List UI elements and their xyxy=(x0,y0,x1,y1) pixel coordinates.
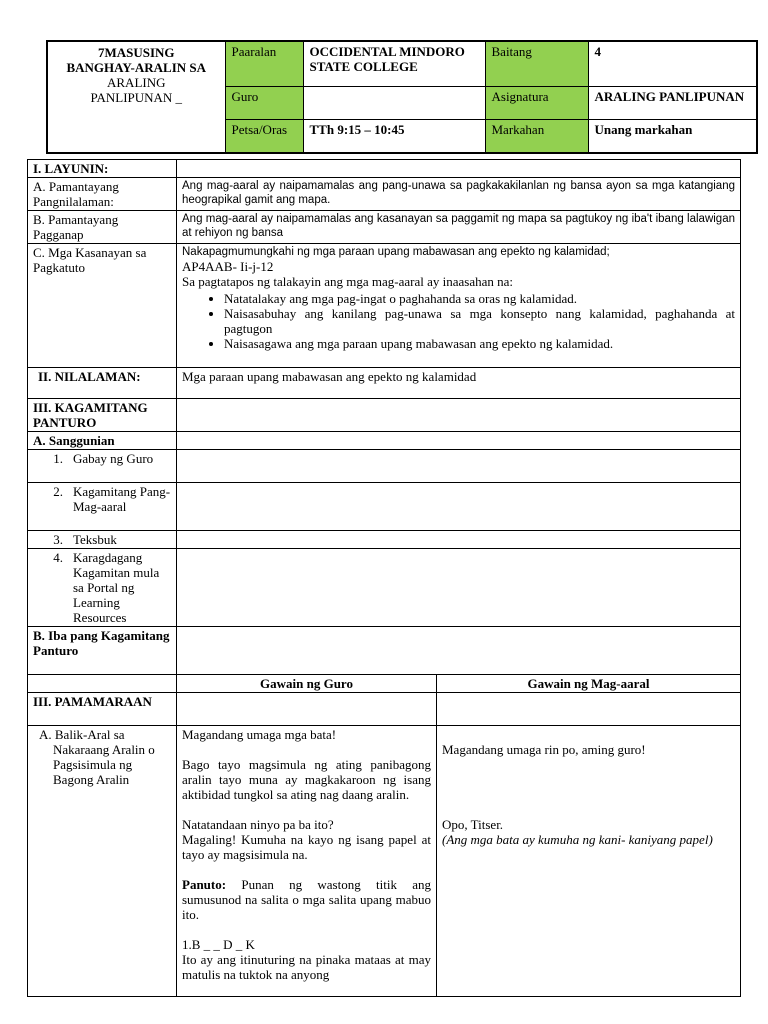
ref-label: Teksbuk xyxy=(73,532,117,547)
balik-aral-label: A. Balik-Aral sa Nakaraang Aralin o Pagsisimula ng Bagong Aralin xyxy=(39,727,155,787)
ref-num: 1. xyxy=(53,451,63,466)
guro-question: Natatandaan ninyo pa ba ito? xyxy=(182,817,334,832)
plan-title-line2: BANGHAY-ARALIN SA xyxy=(66,60,207,75)
pangnilalaman-value: Ang mag-aaral ay naipamamalas ang pang-unawa sa pagkakakilanlan ng bansa ayon sa mga katangiang heograpikal gamit ang mapa. xyxy=(177,178,741,211)
asignatura-value: ARALING PANLIPUNAN xyxy=(588,87,757,120)
ref-num: 4. xyxy=(53,550,63,565)
kasanayan-intro: Sa pagtatapos ng talakayin ang mga mag-aaral ay inaasahan na: xyxy=(182,274,514,289)
sanggunian-empty xyxy=(177,432,741,450)
iba-pa-label: B. Iba pang Kagamitang Panturo xyxy=(28,627,177,675)
guro-instruction: Magaling! Kumuha na kayo ng isang papel at tayo ay magsisimula na. xyxy=(182,832,431,862)
quiz-item: 1.B _ _ D _ K xyxy=(182,937,255,952)
layunin-empty xyxy=(177,160,741,178)
kagamitan-heading: III. KAGAMITANG PANTURO xyxy=(28,399,177,432)
objective-item: • Naisasagawa ang mga paraan upang mabawasan ang epekto ng kalamidad. xyxy=(224,336,735,351)
pamamaraan-heading: III. PAMAMARAAN xyxy=(28,693,177,726)
plan-title-line1: 7MASUSING xyxy=(97,45,175,60)
kasanayan-value xyxy=(177,244,741,368)
objectives-list xyxy=(182,291,735,351)
iba-pa-empty xyxy=(177,627,741,675)
panuto-text: Punan ng wastong titik ang sumusunod na salita o mga salita upang mabuo ito. xyxy=(182,877,431,922)
balik-aral-label-cell xyxy=(28,726,177,997)
nilalaman-heading: II. NILALAMAN: xyxy=(28,368,177,399)
ref-item xyxy=(28,483,177,531)
guro-intro: Bago tayo magsimula ng ating panibagong aralin tayo muna ay magkakaroon ng isang aktibidad tungkol sa ating nag daang aralin. xyxy=(182,757,431,802)
nilalaman-value: Mga paraan upang mabawasan ang epekto ng kalamidad xyxy=(177,368,741,399)
panuto xyxy=(182,877,431,922)
pagganap-label: B. Pamantayang Pagganap xyxy=(28,211,177,244)
guro-value xyxy=(303,87,485,120)
sanggunian-label: A. Sanggunian xyxy=(28,432,177,450)
markahan-label: Markahan xyxy=(485,120,588,154)
paaralan-label: Paaralan xyxy=(225,41,303,87)
paaralan-value: OCCIDENTAL MINDORO STATE COLLEGE xyxy=(303,41,485,87)
ref-item xyxy=(28,549,177,627)
plan-title-line3: ARALING xyxy=(107,75,166,90)
pangnilalaman-label: A. Pamantayang Pangnilalaman: xyxy=(28,178,177,211)
balik-aral-guro xyxy=(177,726,437,997)
ref-item xyxy=(28,531,177,549)
ref-num: 3. xyxy=(53,532,63,547)
magaaral-action: (Ang mga bata ay kumuha ng kani- kaniyang papel) xyxy=(442,832,713,847)
ref-label: Kagamitang Pang-Mag-aaral xyxy=(73,484,171,514)
magaaral-greeting: Magandang umaga rin po, aming guro! xyxy=(442,742,646,757)
petsa-value: TTh 9:15 – 10:45 xyxy=(303,120,485,154)
plan-title-line4: PANLIPUNAN _ xyxy=(90,90,183,105)
column-header-empty xyxy=(28,675,177,693)
pagganap-value: Ang mag-aaral ay naipamamalas ang kasanayan sa paggamit ng mapa sa pagtukoy ng iba't ibang lalawigan at rehiyon ng bansa xyxy=(177,211,741,244)
kasanayan-code: AP4AAB- Ii-j-12 xyxy=(182,259,274,274)
baitang-value: 4 xyxy=(588,41,757,87)
col-magaaral-header: Gawain ng Mag-aaral xyxy=(437,675,741,693)
lesson-plan-body xyxy=(27,159,741,997)
baitang-label: Baitang xyxy=(485,41,588,87)
ref-label: Karagdagang Kagamitan mula sa Portal ng Learning Resources xyxy=(73,550,160,625)
ref-value xyxy=(177,483,741,531)
magaaral-response: Opo, Titser. xyxy=(442,817,504,832)
kagamitan-empty xyxy=(177,399,741,432)
ref-value xyxy=(177,450,741,483)
guro-greeting: Magandang umaga mga bata! xyxy=(182,727,337,742)
markahan-value: Unang markahan xyxy=(588,120,757,154)
objective-item: • Natatalakay ang mga pag-ingat o paghahanda sa oras ng kalamidad. xyxy=(224,291,735,306)
quiz-item-desc: Ito ay ang itinuturing na pinaka mataas at may matulis na tuktok na anyong xyxy=(182,952,431,982)
pamamaraan-guro-empty xyxy=(177,693,437,726)
pamamaraan-magaaral-empty xyxy=(437,693,741,726)
ref-num: 2. xyxy=(53,484,63,499)
petsa-label: Petsa/Oras xyxy=(225,120,303,154)
ref-item xyxy=(28,450,177,483)
plan-title xyxy=(47,41,225,153)
asignatura-label: Asignatura xyxy=(485,87,588,120)
layunin-heading: I. LAYUNIN: xyxy=(28,160,177,178)
ref-value xyxy=(177,531,741,549)
objective-item: • Naisasabuhay ang kanilang pag-unawa sa mga konsepto nang kalamidad, paghahanda at pagtugon xyxy=(224,306,735,336)
panuto-label: Panuto: xyxy=(182,877,227,892)
col-guro-header: Gawain ng Guro xyxy=(177,675,437,693)
ref-label: Gabay ng Guro xyxy=(73,451,154,466)
kasanayan-line1: Nakapagmumungkahi ng mga paraan upang mabawasan ang epekto ng kalamidad; xyxy=(182,246,610,258)
lesson-plan-header xyxy=(46,40,758,154)
kasanayan-label: C. Mga Kasanayan sa Pagkatuto xyxy=(28,244,177,368)
balik-aral-magaaral xyxy=(437,726,741,997)
guro-label: Guro xyxy=(225,87,303,120)
ref-value xyxy=(177,549,741,627)
